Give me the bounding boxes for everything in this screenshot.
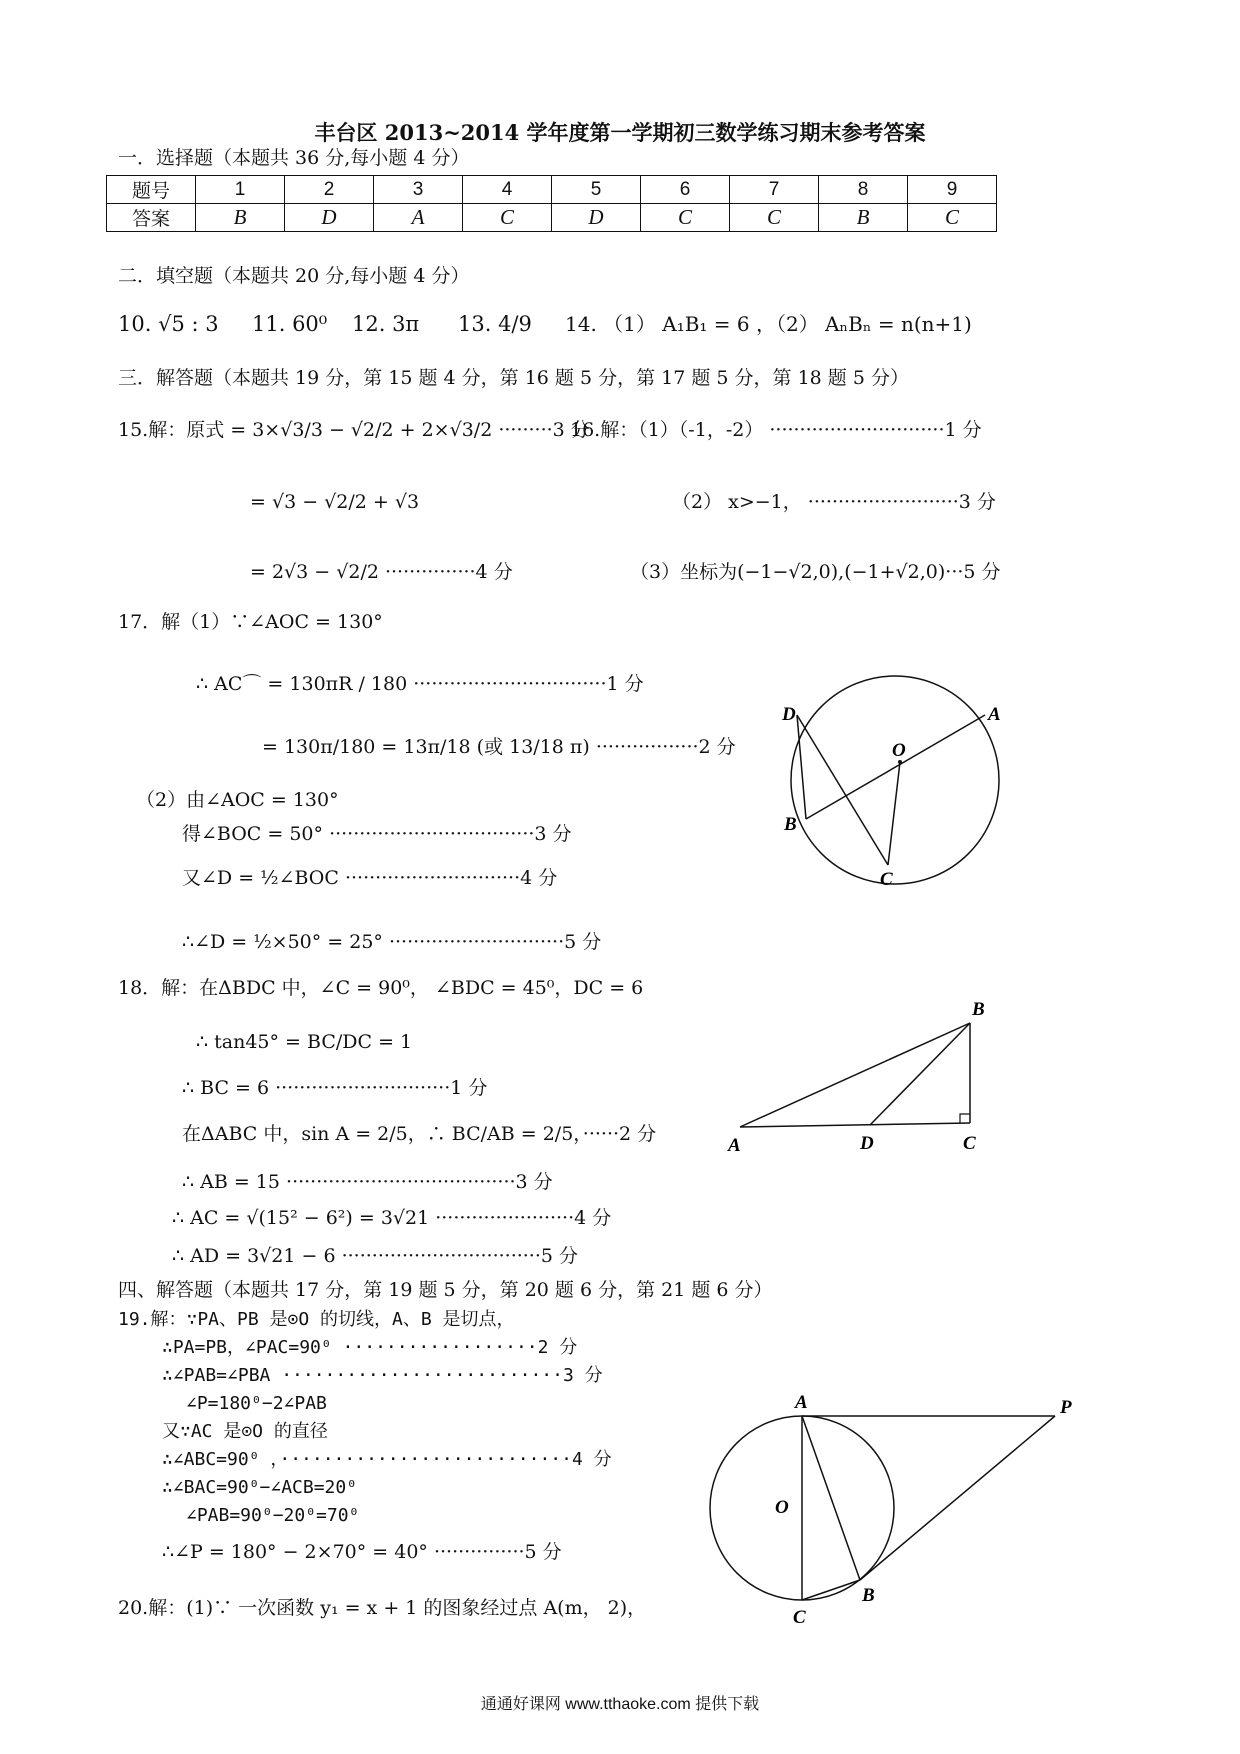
q17-line-2: ∴ AC⌒ = 130πR / 180 ································1 分 — [196, 673, 644, 695]
q16-line-3: （3）坐标为(−1−√2,0),(−1+√2,0)···5 分 — [630, 561, 1001, 583]
row-header-number: 题号 — [107, 176, 196, 204]
q15-line-2: = √3 − √2/2 + √3 — [250, 491, 420, 513]
q19-line-9: ∴∠P = 180° − 2×70° = 40° ···············5 分 — [162, 1541, 562, 1563]
point-label-a: A — [795, 1392, 808, 1413]
q18-line-6: ∴ AC = √(15² − 6²) = 3√21 ·······················4 分 — [172, 1207, 612, 1229]
q19-line-5: 又∵AC 是⊙O 的直径 — [162, 1421, 328, 1442]
question-number: 1 — [196, 176, 285, 204]
answer-cell: C — [908, 204, 997, 232]
triangle-figure-q18 — [720, 995, 1010, 1165]
answer-cell: B — [196, 204, 285, 232]
answer-q11: 11. 60⁰ — [252, 312, 328, 336]
section-4-heading: 四、解答题（本题共 17 分，第 19 题 5 分，第 20 题 6 分，第 21 题 6 分） — [118, 1279, 773, 1301]
answer-cell: A — [374, 204, 463, 232]
q15-line-3: = 2√3 − √2/2 ···············4 分 — [250, 561, 513, 583]
q18-line-5: ∴ AB = 15 ······································3 分 — [182, 1171, 553, 1193]
q18-line-3: ∴ BC = 6 ·····························1 分 — [182, 1077, 488, 1099]
answer-q10: 10. √5 : 3 — [118, 312, 219, 336]
q18-line-1: 18．解：在ΔBDC 中，∠C = 90⁰， ∠BDC = 45⁰，DC = 6 — [118, 977, 644, 999]
point-label-o: O — [892, 740, 906, 761]
table-row — [107, 204, 997, 232]
q17-line-4: （2）由∠AOC = 130° — [136, 789, 339, 811]
q15-line-1: 15.解：原式 = 3×√3/3 − √2/2 + 2×√3/2 ·········3 分 — [118, 419, 590, 441]
q17-line-1: 17．解（1）∵∠AOC = 130° — [118, 611, 383, 633]
section-3-heading: 三．解答题（本题共 19 分，第 15 题 4 分，第 16 题 5 分，第 17 题 5 分，第 18 题 5 分） — [118, 367, 909, 389]
q18-line-7: ∴ AD = 3√21 − 6 ·································5 分 — [172, 1245, 579, 1267]
point-label-c: C — [793, 1607, 806, 1625]
table-row — [107, 176, 997, 204]
q20-line-1: 20.解：(1)∵ 一次函数 y₁ = x + 1 的图象经过点 A(m， 2)， — [118, 1597, 647, 1619]
point-label-a: A — [728, 1135, 741, 1156]
answer-cell: D — [285, 204, 374, 232]
answer-q13: 13. 4/9 — [458, 312, 532, 336]
q19-line-3: ∴∠PAB=∠PBA ··························3 分 — [162, 1365, 603, 1386]
point-label-a: A — [988, 704, 1001, 725]
q16-line-1: 16.解：（1）（-1，-2） ·····························1 分 — [570, 419, 982, 441]
point-label-d: D — [860, 1133, 874, 1154]
q18-line-4: 在ΔABC 中，sin A = 2/5，∴ BC/AB = 2/5，······2 分 — [182, 1123, 657, 1145]
page-title: 丰台区 2013~2014 学年度第一学期初三数学练习期末参考答案 — [314, 120, 926, 145]
point-label-p: P — [1060, 1397, 1072, 1418]
footer-text: 通通好课网 www.tthaoke.com 提供下载 — [480, 1696, 760, 1713]
tangent-figure-q19 — [700, 1375, 1100, 1625]
answer-q12: 12. 3π — [352, 312, 420, 336]
point-label-c: C — [963, 1133, 976, 1154]
q19-line-7: ∴∠BAC=90⁰−∠ACB=20⁰ — [162, 1477, 358, 1498]
question-number: 5 — [552, 176, 641, 204]
question-number: 6 — [641, 176, 730, 204]
q18-line-2: ∴ tan45° = BC/DC = 1 — [196, 1031, 413, 1053]
q19-line-2: ∴PA=PB，∠PAC=90⁰ ··················2 分 — [162, 1337, 578, 1358]
point-label-b: B — [862, 1585, 875, 1606]
section-1-heading: 一．选择题（本题共 36 分,每小题 4 分） — [118, 147, 470, 169]
question-number: 8 — [819, 176, 908, 204]
question-number: 4 — [463, 176, 552, 204]
point-label-b: B — [972, 999, 985, 1020]
q17-line-7: ∴∠D = ½×50° = 25° ·····························5 分 — [182, 931, 602, 953]
q17-line-3: = 130π/180 = 13π/18 (或 13/18 π) ·················2 分 — [262, 736, 736, 758]
answer-cell: D — [552, 204, 641, 232]
q19-line-6: ∴∠ABC=90⁰ ，···························4 分 — [162, 1449, 612, 1470]
q19-line-1: 19.解：∵PA、PB 是⊙O 的切线，A、B 是切点， — [118, 1309, 515, 1330]
question-number: 2 — [285, 176, 374, 204]
point-label-d: D — [782, 704, 796, 725]
q17-line-5: 得∠BOC = 50° ··································3 分 — [182, 823, 572, 845]
answer-cell: C — [463, 204, 552, 232]
question-number: 3 — [374, 176, 463, 204]
point-label-c: C — [880, 869, 893, 890]
answer-cell: C — [730, 204, 819, 232]
answer-cell: B — [819, 204, 908, 232]
q17-line-6: 又∠D = ½∠BOC ·····························4 分 — [182, 867, 558, 889]
question-number: 9 — [908, 176, 997, 204]
q19-line-8: ∠PAB=90⁰−20⁰=70⁰ — [186, 1505, 360, 1526]
answer-cell: C — [641, 204, 730, 232]
row-header-answer: 答案 — [107, 204, 196, 232]
question-number: 7 — [730, 176, 819, 204]
section-2-heading: 二．填空题（本题共 20 分,每小题 4 分） — [118, 265, 470, 287]
q16-line-2: （2） x>−1， ·························3 分 — [672, 491, 996, 513]
answer-q14: 14. （1） A₁B₁ = 6 ，（2） AₙBₙ = n(n+1) — [565, 312, 972, 336]
circle-figure-q17 — [770, 670, 1020, 900]
answer-table — [106, 175, 997, 232]
q19-line-4: ∠P=180⁰−2∠PAB — [186, 1393, 327, 1414]
point-label-o: O — [775, 1497, 789, 1518]
point-label-b: B — [784, 814, 797, 835]
